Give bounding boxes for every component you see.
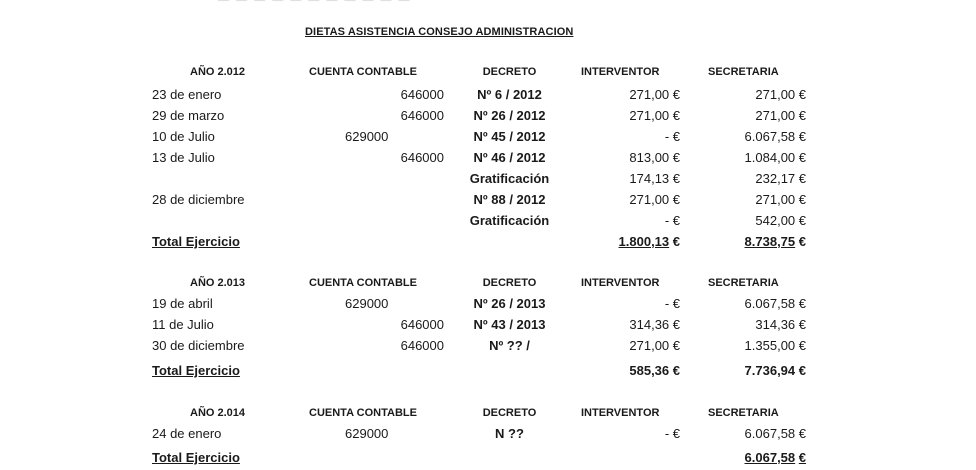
currency-symbol: €	[798, 450, 806, 465]
table-row	[0, 171, 976, 191]
row-account: 646000	[400, 150, 444, 165]
row-secretary-amount: 271,00 €	[755, 108, 806, 123]
table-row	[0, 426, 976, 446]
currency-symbol: €	[798, 363, 806, 378]
row-secretary-amount: 271,00 €	[755, 87, 806, 102]
row-date: 29 de marzo	[152, 108, 225, 123]
table-row	[0, 317, 976, 337]
row-date: 24 de enero	[152, 426, 222, 441]
total-auditor-amount: 585,36	[629, 363, 670, 378]
row-decree: Gratificación	[469, 213, 550, 228]
row-account: 629000	[345, 129, 389, 144]
row-secretary-amount: 314,36 €	[755, 317, 806, 332]
column-header-decree: DECRETO	[482, 407, 537, 419]
row-decree: Nº 6 / 2012	[477, 87, 542, 102]
row-date: 10 de Julio	[152, 129, 215, 144]
column-header-account: CUENTA CONTABLE	[309, 277, 417, 289]
total-secretary-amount: 8.738,75	[744, 234, 796, 249]
total-secretary-amount: 6.067,58	[744, 450, 796, 465]
row-account: 646000	[400, 108, 444, 123]
cutoff-previous-heading	[218, 0, 438, 2]
row-decree: Nº 46 / 2012	[473, 150, 546, 165]
row-secretary-amount: 6.067,58 €	[744, 129, 806, 144]
row-account: 646000	[400, 338, 444, 353]
row-account: 646000	[400, 87, 444, 102]
total-secretary	[745, 363, 806, 378]
table-row	[0, 87, 976, 107]
table-row	[0, 108, 976, 128]
table-row	[0, 296, 976, 316]
row-secretary-amount: 6.067,58 €	[744, 426, 806, 441]
row-decree: Nº 45 / 2012	[473, 129, 546, 144]
total-label: Total Ejercicio	[152, 450, 240, 465]
row-auditor-amount: 314,36 €	[629, 317, 680, 332]
total-secretary	[745, 450, 806, 465]
row-auditor-amount: 813,00 €	[629, 150, 680, 165]
total-auditor	[619, 234, 680, 249]
column-header-auditor: INTERVENTOR	[581, 66, 660, 78]
row-decree: Nº 43 / 2013	[473, 317, 546, 332]
year-label: AÑO 2.014	[190, 407, 246, 419]
row-auditor-amount: - €	[664, 213, 680, 228]
column-header-account: CUENTA CONTABLE	[309, 407, 417, 419]
document-title: DIETAS ASISTENCIA CONSEJO ADMINISTRACION	[305, 26, 574, 38]
row-auditor-amount: 174,13 €	[629, 171, 680, 186]
column-header-secretary: SECRETARIA	[708, 407, 779, 419]
row-auditor-amount: 271,00 €	[629, 87, 680, 102]
row-secretary-amount: 1.355,00 €	[744, 338, 806, 353]
table-row	[0, 213, 976, 233]
total-label: Total Ejercicio	[152, 234, 240, 249]
total-secretary-amount: 7.736,94	[744, 363, 796, 378]
section-header-row	[0, 277, 976, 297]
row-decree: N ??	[495, 426, 524, 441]
column-header-auditor: INTERVENTOR	[581, 277, 660, 289]
total-auditor-amount: 1.800,13	[618, 234, 670, 249]
row-secretary-amount: 271,00 €	[755, 192, 806, 207]
row-secretary-amount: 6.067,58 €	[744, 296, 806, 311]
row-secretary-amount: 542,00 €	[755, 213, 806, 228]
row-decree: Gratificación	[469, 171, 550, 186]
row-secretary-amount: 232,17 €	[755, 171, 806, 186]
row-date: 23 de enero	[152, 87, 222, 102]
row-decree: Nº 26 / 2012	[473, 108, 546, 123]
total-row	[0, 363, 976, 383]
total-auditor	[629, 363, 680, 378]
column-header-account: CUENTA CONTABLE	[309, 66, 417, 78]
total-label: Total Ejercicio	[152, 363, 240, 378]
column-header-secretary: SECRETARIA	[708, 66, 779, 78]
row-secretary-amount: 1.084,00 €	[744, 150, 806, 165]
total-row	[0, 234, 976, 254]
row-date: 30 de diciembre	[152, 338, 245, 353]
row-auditor-amount: - €	[664, 296, 680, 311]
column-header-decree: DECRETO	[482, 66, 537, 78]
column-header-auditor: INTERVENTOR	[581, 407, 660, 419]
year-label: AÑO 2.012	[190, 66, 246, 78]
column-header-decree: DECRETO	[482, 277, 537, 289]
year-label: AÑO 2.013	[190, 277, 246, 289]
row-date: 19 de abril	[152, 296, 213, 311]
row-date: 28 de diciembre	[152, 192, 245, 207]
row-account: 629000	[345, 426, 389, 441]
row-decree: Nº 88 / 2012	[473, 192, 546, 207]
currency-symbol: €	[672, 363, 680, 378]
row-decree: Nº 26 / 2013	[473, 296, 546, 311]
total-secretary	[745, 234, 806, 249]
currency-symbol: €	[798, 234, 806, 249]
section-header-row	[0, 407, 976, 427]
column-header-secretary: SECRETARIA	[708, 277, 779, 289]
table-row	[0, 150, 976, 170]
table-row	[0, 192, 976, 212]
row-auditor-amount: - €	[664, 426, 680, 441]
table-row	[0, 338, 976, 358]
currency-symbol: €	[672, 234, 680, 249]
row-decree: Nº ?? /	[489, 338, 530, 353]
row-date: 11 de Julio	[152, 317, 214, 332]
row-auditor-amount: - €	[664, 129, 680, 144]
row-account: 629000	[345, 296, 389, 311]
row-account: 646000	[400, 317, 444, 332]
row-auditor-amount: 271,00 €	[629, 192, 680, 207]
section-header-row	[0, 66, 976, 86]
total-row	[0, 450, 976, 470]
table-row	[0, 129, 976, 149]
row-date: 13 de Julio	[152, 150, 215, 165]
row-auditor-amount: 271,00 €	[629, 108, 680, 123]
row-auditor-amount: 271,00 €	[629, 338, 680, 353]
